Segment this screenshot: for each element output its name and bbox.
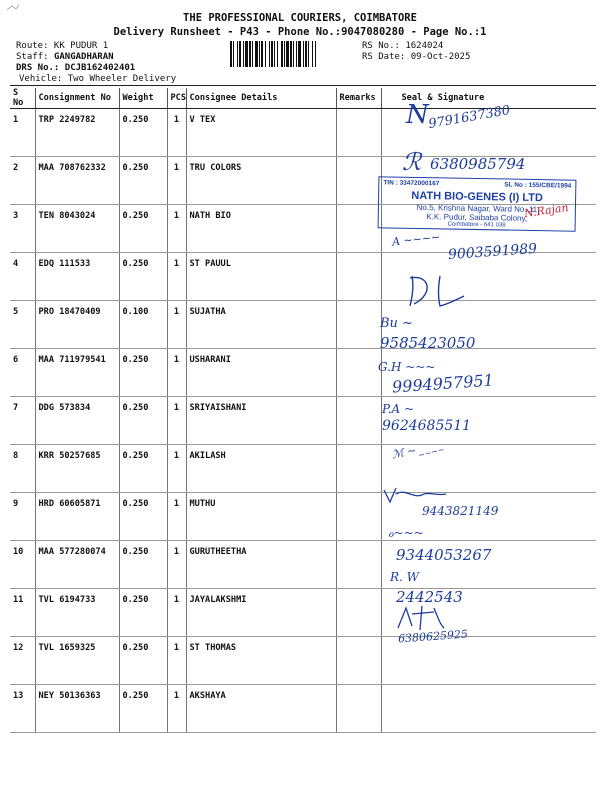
cell-sno: 4: [10, 253, 35, 301]
barcode-bar: [305, 41, 307, 67]
stamp-sl-number: SL No : 155/CBE/1994: [504, 181, 572, 190]
vehicle-label: Vehicle: Two Wheeler Delivery: [19, 74, 177, 84]
signature-mark: P.A ~: [382, 402, 414, 416]
cell-consignment: PRO 18470409: [35, 301, 119, 349]
cell-weight: 0.250: [119, 349, 167, 397]
handwritten-phone-2: 6380985794: [430, 155, 526, 173]
cell-consignment: TEN 8043024: [35, 205, 119, 253]
cell-sno: 8: [10, 445, 35, 493]
cell-sno: 10: [10, 541, 35, 589]
signature-mark: Bu ~: [380, 316, 413, 331]
handwritten-phone-4: 9003591989: [447, 240, 538, 264]
stamp-signature: N.Rajan: [523, 200, 570, 221]
cell-weight: 0.250: [119, 205, 167, 253]
header-consignee: Consignee Details: [186, 88, 336, 109]
cell-sno: 13: [10, 685, 35, 733]
table-row: [10, 445, 596, 493]
handwritten-phone-11: 9344053267: [396, 546, 492, 564]
cell-pcs: 1: [167, 253, 186, 301]
cell-pcs: 1: [167, 109, 186, 157]
header-seal-signature: Seal & Signature: [381, 88, 596, 109]
cell-pcs: 1: [167, 301, 186, 349]
staff-name: GANGADHARAN: [53, 52, 114, 62]
barcode-bar: [243, 41, 244, 67]
barcode-bar: [293, 41, 294, 67]
barcode-bar: [296, 41, 297, 67]
cell-consignee: NATH BIO: [186, 205, 336, 253]
remarks-cell: [336, 109, 381, 157]
cell-consignment: MAA 708762332: [35, 157, 119, 205]
barcode-bar: [277, 41, 278, 67]
cell-consignee: MUTHU: [186, 493, 336, 541]
cell-sno: 12: [10, 637, 35, 685]
barcode-bar: [308, 41, 309, 67]
cell-weight: 0.250: [119, 445, 167, 493]
barcode-bar: [269, 41, 270, 67]
cell-sno: 7: [10, 397, 35, 445]
cell-sno: 11: [10, 589, 35, 637]
cell-consignee: SRIYAISHANI: [186, 397, 336, 445]
cell-pcs: 1: [167, 493, 186, 541]
cell-pcs: 1: [167, 637, 186, 685]
barcode-bar: [271, 41, 273, 67]
cell-sno: 3: [10, 205, 35, 253]
remarks-cell: [336, 445, 381, 493]
drs-label: DRS No.:: [16, 63, 60, 73]
cell-consignment: TRP 2249782: [35, 109, 119, 157]
handwritten-phone-7: 9994957951: [391, 370, 495, 397]
header-sno: S No: [10, 88, 35, 109]
barcode-bar: [245, 41, 248, 67]
cell-pcs: 1: [167, 541, 186, 589]
stamp-address-line-3: Coimbatore - 641 038: [447, 221, 506, 229]
barcode-bar: [249, 41, 251, 67]
cell-weight: 0.100: [119, 301, 167, 349]
scan-corner-mark: [6, 4, 20, 12]
signature-mark: ℴ~~~: [388, 526, 424, 540]
cell-consignment: TVL 6194733: [35, 589, 119, 637]
cell-weight: 0.250: [119, 157, 167, 205]
barcode-bar: [265, 41, 266, 67]
handwritten-phone-6: 9585423050: [380, 334, 476, 352]
cell-consignment: EDQ 111533: [35, 253, 119, 301]
cell-consignment: TVL 1659325: [35, 637, 119, 685]
cell-consignment: MAA 577280074: [35, 541, 119, 589]
cell-consignee: USHARANI: [186, 349, 336, 397]
remarks-cell: [336, 205, 381, 253]
remarks-cell: [336, 397, 381, 445]
cell-consignee: ST THOMAS: [186, 637, 336, 685]
cell-pcs: 1: [167, 445, 186, 493]
remarks-cell: [336, 157, 381, 205]
signature-mark: N: [406, 100, 429, 130]
stamp-company-name: NATH BIO-GENES (I) LTD: [411, 189, 544, 205]
cell-consignee: ST PAUUL: [186, 253, 336, 301]
table-row: [10, 589, 596, 637]
handwritten-phone-12: 2442543: [396, 588, 463, 606]
header-divider: [10, 85, 596, 86]
barcode-bar: [237, 41, 238, 67]
barcode-bar: [233, 41, 234, 67]
cell-weight: 0.250: [119, 637, 167, 685]
barcode-bar: [298, 41, 301, 67]
rs-date: RS Date: 09-Oct-2025: [362, 52, 471, 62]
remarks-cell: [336, 349, 381, 397]
barcode-bar: [315, 41, 316, 67]
table-row: [10, 397, 596, 445]
signature-mark: R. W: [390, 570, 419, 584]
barcode-bar: [259, 41, 260, 67]
cell-weight: 0.250: [119, 589, 167, 637]
remarks-cell: [336, 589, 381, 637]
staff-line: [16, 52, 114, 63]
cell-consignee: SUJATHA: [186, 301, 336, 349]
table-row: [10, 349, 596, 397]
page-title: THE PROFESSIONAL COURIERS, COIMBATORE: [183, 12, 417, 24]
barcode: [230, 41, 356, 67]
stamp-address-line-2: K.K. Pudur, Saibaba Colony,: [426, 212, 528, 223]
cell-weight: 0.250: [119, 493, 167, 541]
remarks-cell: [336, 301, 381, 349]
cell-sno: 9: [10, 493, 35, 541]
table-row: [10, 301, 596, 349]
handwritten-phone-8: 9624685511: [382, 418, 472, 434]
header-pcs: PCS: [167, 88, 186, 109]
cell-consignee: AKILASH: [186, 445, 336, 493]
signature-mark: G.H ~~~: [378, 360, 436, 374]
header-weight: Weight: [119, 88, 167, 109]
cell-pcs: 1: [167, 205, 186, 253]
remarks-cell: [336, 253, 381, 301]
cell-sno: 2: [10, 157, 35, 205]
barcode-bar: [230, 41, 232, 67]
handwritten-phone-1: 9791637380: [427, 102, 512, 133]
rs-number: RS No.: 1624024: [362, 41, 444, 51]
cell-weight: 0.250: [119, 541, 167, 589]
cell-sno: 1: [10, 109, 35, 157]
table-row: [10, 637, 596, 685]
barcode-bar: [312, 41, 313, 67]
cell-sno: 5: [10, 301, 35, 349]
handwritten-phone-10: 9443821149: [422, 504, 499, 518]
drs-line: [16, 63, 135, 74]
cell-consignee: JAYALAKSHMI: [186, 589, 336, 637]
cell-consignment: DDG 573834: [35, 397, 119, 445]
cell-pcs: 1: [167, 589, 186, 637]
handwritten-phone-13: 6380625925: [397, 627, 469, 646]
route-label: Route: KK PUDUR 1: [16, 41, 109, 51]
signature-mark: ℳ ~: [390, 443, 418, 462]
cell-weight: 0.250: [119, 109, 167, 157]
cell-pcs: 1: [167, 397, 186, 445]
remarks-cell: [336, 637, 381, 685]
remarks-cell: [336, 541, 381, 589]
barcode-bar: [286, 41, 289, 67]
cell-weight: 0.250: [119, 253, 167, 301]
remarks-cell: [336, 685, 381, 733]
cell-consignment: NEY 50136363: [35, 685, 119, 733]
barcode-bar: [261, 41, 263, 67]
cell-consignment: KRR 50257685: [35, 445, 119, 493]
signature-scribble: ~~~~: [417, 444, 446, 461]
table-row: [10, 253, 596, 301]
barcode-bar: [290, 41, 292, 67]
signature-scribble: [400, 270, 470, 310]
cell-consignment: MAA 711979541: [35, 349, 119, 397]
stamp-address-line-1: No.5, Krishna Nagar, Ward No. 11: [416, 202, 538, 215]
cell-pcs: 1: [167, 685, 186, 733]
cell-consignment: HRD 60605871: [35, 493, 119, 541]
barcode-bar: [252, 41, 253, 67]
signature-mark: A ~~~~: [391, 230, 441, 249]
stamp-tin: TIN : 33472000167: [383, 179, 440, 188]
barcode-bar: [255, 41, 258, 67]
barcode-bar: [239, 41, 241, 67]
cell-weight: 0.250: [119, 397, 167, 445]
table-row: [10, 493, 596, 541]
signature-cell: [381, 685, 596, 733]
barcode-bar: [284, 41, 285, 67]
barcode-bar: [281, 41, 283, 67]
cell-consignee: AKSHAYA: [186, 685, 336, 733]
runsheet-subtitle: Delivery Runsheet - P43 - Phone No.:9047080280 - Page No.:1: [113, 26, 487, 38]
drs-number: DCJB162402401: [64, 63, 136, 73]
cell-pcs: 1: [167, 349, 186, 397]
signature-mark: ℛ: [402, 148, 422, 176]
barcode-bar: [274, 41, 275, 67]
staff-label: Staff:: [16, 52, 49, 62]
header-consignment: Consignment No: [35, 88, 119, 109]
cell-sno: 6: [10, 349, 35, 397]
table-row: [10, 685, 596, 733]
remarks-cell: [336, 493, 381, 541]
cell-weight: 0.250: [119, 685, 167, 733]
cell-consignee: TRU COLORS: [186, 157, 336, 205]
header-remarks: Remarks: [336, 88, 381, 109]
table-row: [10, 541, 596, 589]
cell-pcs: 1: [167, 157, 186, 205]
barcode-bar: [303, 41, 304, 67]
cell-consignee: V TEX: [186, 109, 336, 157]
cell-consignee: GURUTHEETHA: [186, 541, 336, 589]
